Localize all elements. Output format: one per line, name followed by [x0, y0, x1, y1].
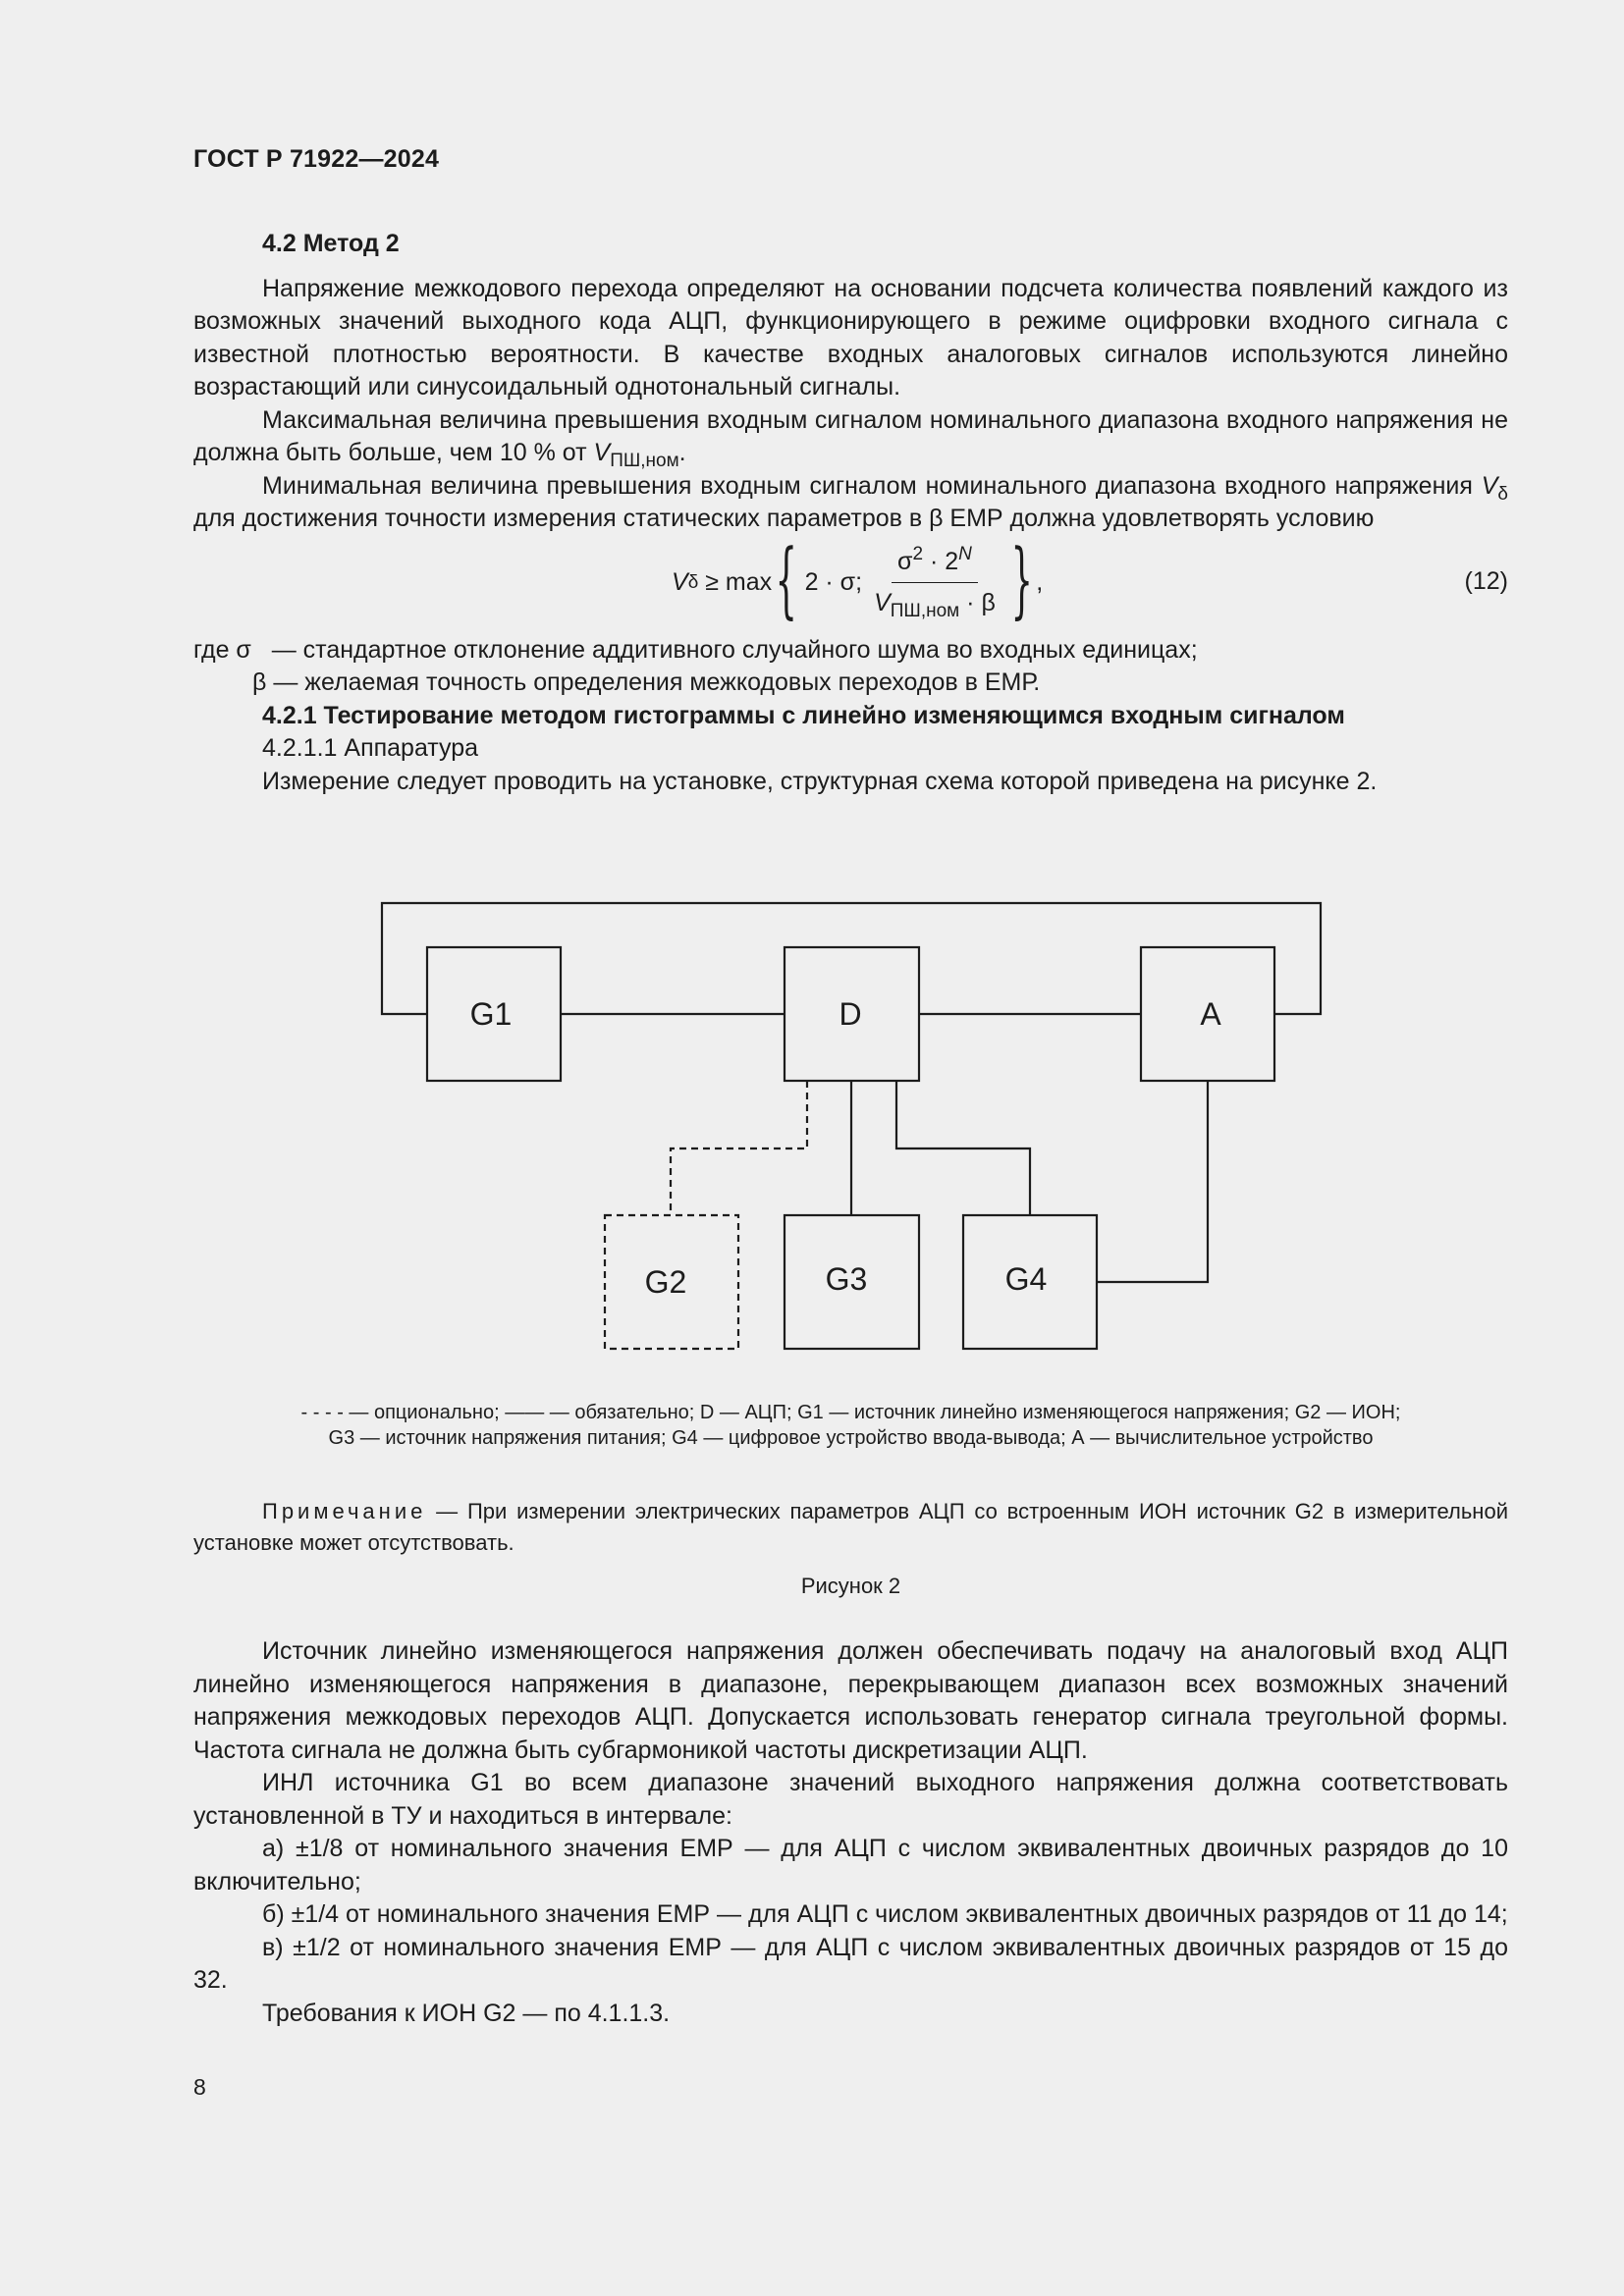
link-a-g4 [1097, 1081, 1208, 1282]
list-item-a: а) ±1/8 от номинального значения ЕМР — для АЦП с числом эквивалентных двоичных разрядов до 10 включительно; [193, 1835, 1508, 1896]
subscript-delta: δ [1497, 483, 1508, 505]
list-item-c: в) ±1/2 от номинального значения ЕМР — для АЦП с числом эквивалентных двоичных разрядов от 15 до 32. [193, 1933, 1508, 1994]
label-g4: G4 [1004, 1261, 1048, 1297]
subsection-item: 4.2.1.1 Аппаратура [262, 734, 479, 762]
link-d-g4 [896, 1081, 1030, 1215]
formula-tail: , [1036, 567, 1044, 596]
period: . [678, 439, 686, 466]
label-g1: G1 [469, 996, 513, 1032]
den-var: V [874, 589, 891, 616]
formula-fraction [868, 543, 1001, 621]
paragraph-max-exceed [193, 404, 1508, 470]
subsection-heading: 4.2.1 Тестирование методом гистограммы с линейно изменяющимся входным сигналом [262, 701, 1345, 729]
where-beta: β — желаемая точность определения межкодовых переходов в ЕМР. [252, 668, 1041, 696]
subscript-psh-nom: ПШ,ном [610, 451, 679, 471]
label-g3: G3 [825, 1261, 868, 1297]
main-text [193, 228, 1508, 798]
block-diagram [0, 883, 1624, 1394]
paragraph-requirements: Требования к ИОН G2 — по 4.1.1.3. [262, 1999, 671, 2027]
subsection-paragraph: Измерение следует проводить на установке, структурная схема которой приведена на рисунке 2. [262, 767, 1378, 795]
label-d: D [839, 996, 862, 1032]
main-text-continued [193, 1635, 1508, 2030]
page-number: 8 [193, 2074, 206, 2100]
paragraph-max-exceed-text: Максимальная величина превышения входным сигналом номинального диапазона входного напряжения не должна быть больше, чем 10 % от [193, 405, 1508, 466]
num-mid: · 2 [923, 547, 959, 575]
document-id: ГОСТ Р 71922—2024 [193, 145, 440, 173]
paragraph-min-exceed [193, 470, 1508, 536]
legend-line-2: G3 — источник напряжения питания; G4 — цифровое устройство ввода-вывода; А — вычислительное устройство [328, 1427, 1374, 1449]
legend-line-1: - - - - — опционально; —— — обязательно; D — АЦП; G1 — источник линейно изменяющегося напряжения; G2 — ИОН; [300, 1402, 1401, 1423]
figure-caption: Рисунок 2 [800, 1574, 901, 1598]
formula-op: ≥ max [698, 567, 773, 596]
paragraph-min-exceed-a: Минимальная величина превышения входным сигналом номинального диапазона входного напряжения [262, 471, 1482, 500]
formula-body: V δ ≥ max { 2 · σ; $\frac{\sigma^2 \cdot 2^N}{V_{ПШ,ном} \cdot \beta}$ } , [672, 530, 1044, 627]
note-label: Примечание [262, 1499, 427, 1523]
paragraph-inl: ИНЛ источника G1 во всем диапазоне значений выходного напряжения должна соответствовать установленной в ТУ и находиться в интервале: [193, 1769, 1508, 1830]
section-heading: 4.2 Метод 2 [262, 230, 400, 257]
num-exp2: N [958, 543, 972, 564]
figure-legend [193, 1400, 1508, 1451]
figure-note [193, 1496, 1508, 1559]
label-a: A [1200, 996, 1221, 1032]
var-v: V [1481, 471, 1498, 500]
paragraph-method-description: Напряжение межкодового перехода определяют на основании подсчета количества появлений каждого из возможных значений выходного кода АЦП, функционирующего в режиме оцифровки входного сигнала с известной плотностью вероятности. В качестве входных аналоговых сигналов используются линейно возрастающий или синусоидальный однотональный сигналы. [193, 274, 1508, 400]
num-exp: 2 [912, 543, 924, 564]
formula-number: (12) [1464, 566, 1508, 595]
formula-12 [193, 530, 1508, 628]
paragraph-source: Источник линейно изменяющегося напряжения должен обеспечивать подачу на аналоговый вход АЦП линейно изменяющегося напряжения в диапазоне, перекрывающем диапазон всех возможных значений напряжения межкодовых переходов АЦП. Допускается использовать генератор сигнала треугольной формы. Частота сигнала не должна быть субгармоникой частоты дискретизации АЦП. [193, 1637, 1508, 1764]
formula-lhs-var: V [672, 567, 688, 596]
list-item-b: б) ±1/4 от номинального значения ЕМР — для АЦП с числом эквивалентных двоичных разрядов от 11 до 14; [262, 1900, 1508, 1928]
link-d-g2-optional [671, 1081, 807, 1215]
den-sub: ПШ,ном [890, 601, 960, 621]
formula-numerator [892, 543, 978, 584]
note-text: — При измерении электрических параметров АЦП со встроенным ИОН источник G2 в измерительной установке может отсутствовать. [193, 1499, 1508, 1555]
where-sigma: где σ — стандартное отклонение аддитивного случайного шума во входных единицах; [193, 635, 1198, 664]
formula-left-brace: { [775, 530, 798, 627]
formula-right-brace: } [1010, 530, 1033, 627]
label-g2: G2 [644, 1264, 687, 1300]
paragraph-min-exceed-b: для достижения точности измерения статических параметров в β ЕМР должна удовлетворять условию [193, 505, 1375, 532]
formula-first-term: 2 · σ; [804, 567, 863, 596]
var-v: V [593, 439, 611, 466]
formula-denominator [868, 583, 1001, 620]
num-base: σ [897, 547, 913, 575]
den-tail: · β [959, 589, 996, 616]
